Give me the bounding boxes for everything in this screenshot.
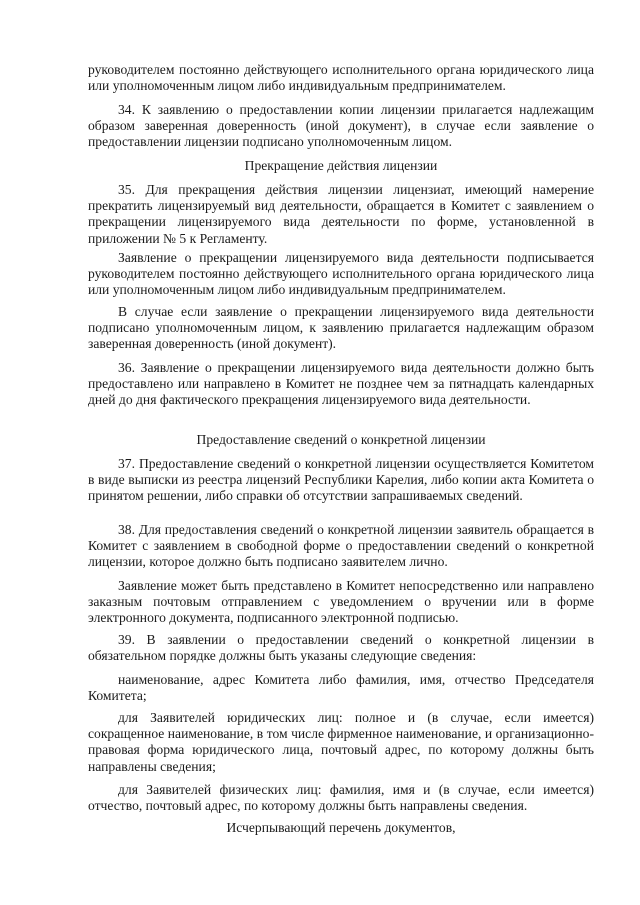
paragraph-37: 37. Предоставление сведений о конкретной лицензии осуществляется Комитетом в виде выписки из реестра лицензий Республики Карелия, либо копии акта Комитета о принятом решении, либо справки об отсутствии запрашиваемых сведений. bbox=[88, 456, 594, 504]
section-heading-license-termination: Прекращение действия лицензии bbox=[244, 158, 438, 173]
paragraph-39-item-individuals: для Заявителей физических лиц: фамилия, имя и (в случае, если имеется) отчество, почтовый адрес, по которому должны быть направлены сведения. bbox=[88, 782, 594, 814]
paragraph-35-signature: Заявление о прекращении лицензируемого вида деятельности подписывается руководителем постоянно действующего исполнительного органа юридического лица или уполномоченным лицом либо индивидуальным предпринимателем. bbox=[88, 250, 594, 298]
paragraph-35: 35. Для прекращения действия лицензии лицензиат, имеющий намерение прекратить лицензируемый вид деятельности, обращается в Комитет с заявлением о прекращении лицензируемого вида деятельности по форме, установленной в приложении № 5 к Регламенту. bbox=[88, 182, 594, 246]
paragraph-38-submission: Заявление может быть представлено в Комитет непосредственно или направлено заказным почтовым отправлением с уведомлением о вручении или в форме электронного документа, подписанного электронной подписью. bbox=[88, 578, 594, 626]
paragraph-34: 34. К заявлению о предоставлении копии лицензии прилагается надлежащим образом заверенная доверенность (иной документ), в случае если заявление о предоставлении лицензии подписано уполномоченным лицом. bbox=[88, 102, 594, 150]
paragraph-39: 39. В заявлении о предоставлении сведений о конкретной лицензии в обязательном порядке должны быть указаны следующие сведения: bbox=[88, 632, 594, 664]
paragraph-39-item-legal-entities: для Заявителей юридических лиц: полное и (в случае, если имеется) сокращенное наименование, в том числе фирменное наименование, и организационно-правовая форма юридического лица, почтовый адрес, по которому должны быть направлены сведения; bbox=[88, 710, 594, 774]
paragraph-36: 36. Заявление о прекращении лицензируемого вида деятельности должно быть предоставлено или направлено в Комитет не позднее чем за пятнадцать календарных дней до дня фактического прекращения лицензируемого вида деятельности. bbox=[88, 360, 594, 408]
section-heading-license-info: Предоставление сведений о конкретной лицензии bbox=[196, 432, 486, 447]
section-heading-documents-list: Исчерпывающий перечень документов, bbox=[226, 820, 456, 835]
paragraph-35-authorized-person: В случае если заявление о прекращении лицензируемого вида деятельности подписано уполномоченным лицом, к заявлению прилагается надлежащим образом заверенная доверенность (иной документ). bbox=[88, 304, 594, 352]
paragraph-38: 38. Для предоставления сведений о конкретной лицензии заявитель обращается в Комитет с заявлением в свободной форме о предоставлении сведений о конкретной лицензии, которое должно быть подписано заявителем лично. bbox=[88, 522, 594, 570]
paragraph-39-item-committee: наименование, адрес Комитета либо фамилия, имя, отчество Председателя Комитета; bbox=[88, 672, 594, 704]
paragraph-continuation: руководителем постоянно действующего исполнительного органа юридического лица или уполномоченным лицом либо индивидуальным предпринимателем. bbox=[88, 62, 594, 94]
